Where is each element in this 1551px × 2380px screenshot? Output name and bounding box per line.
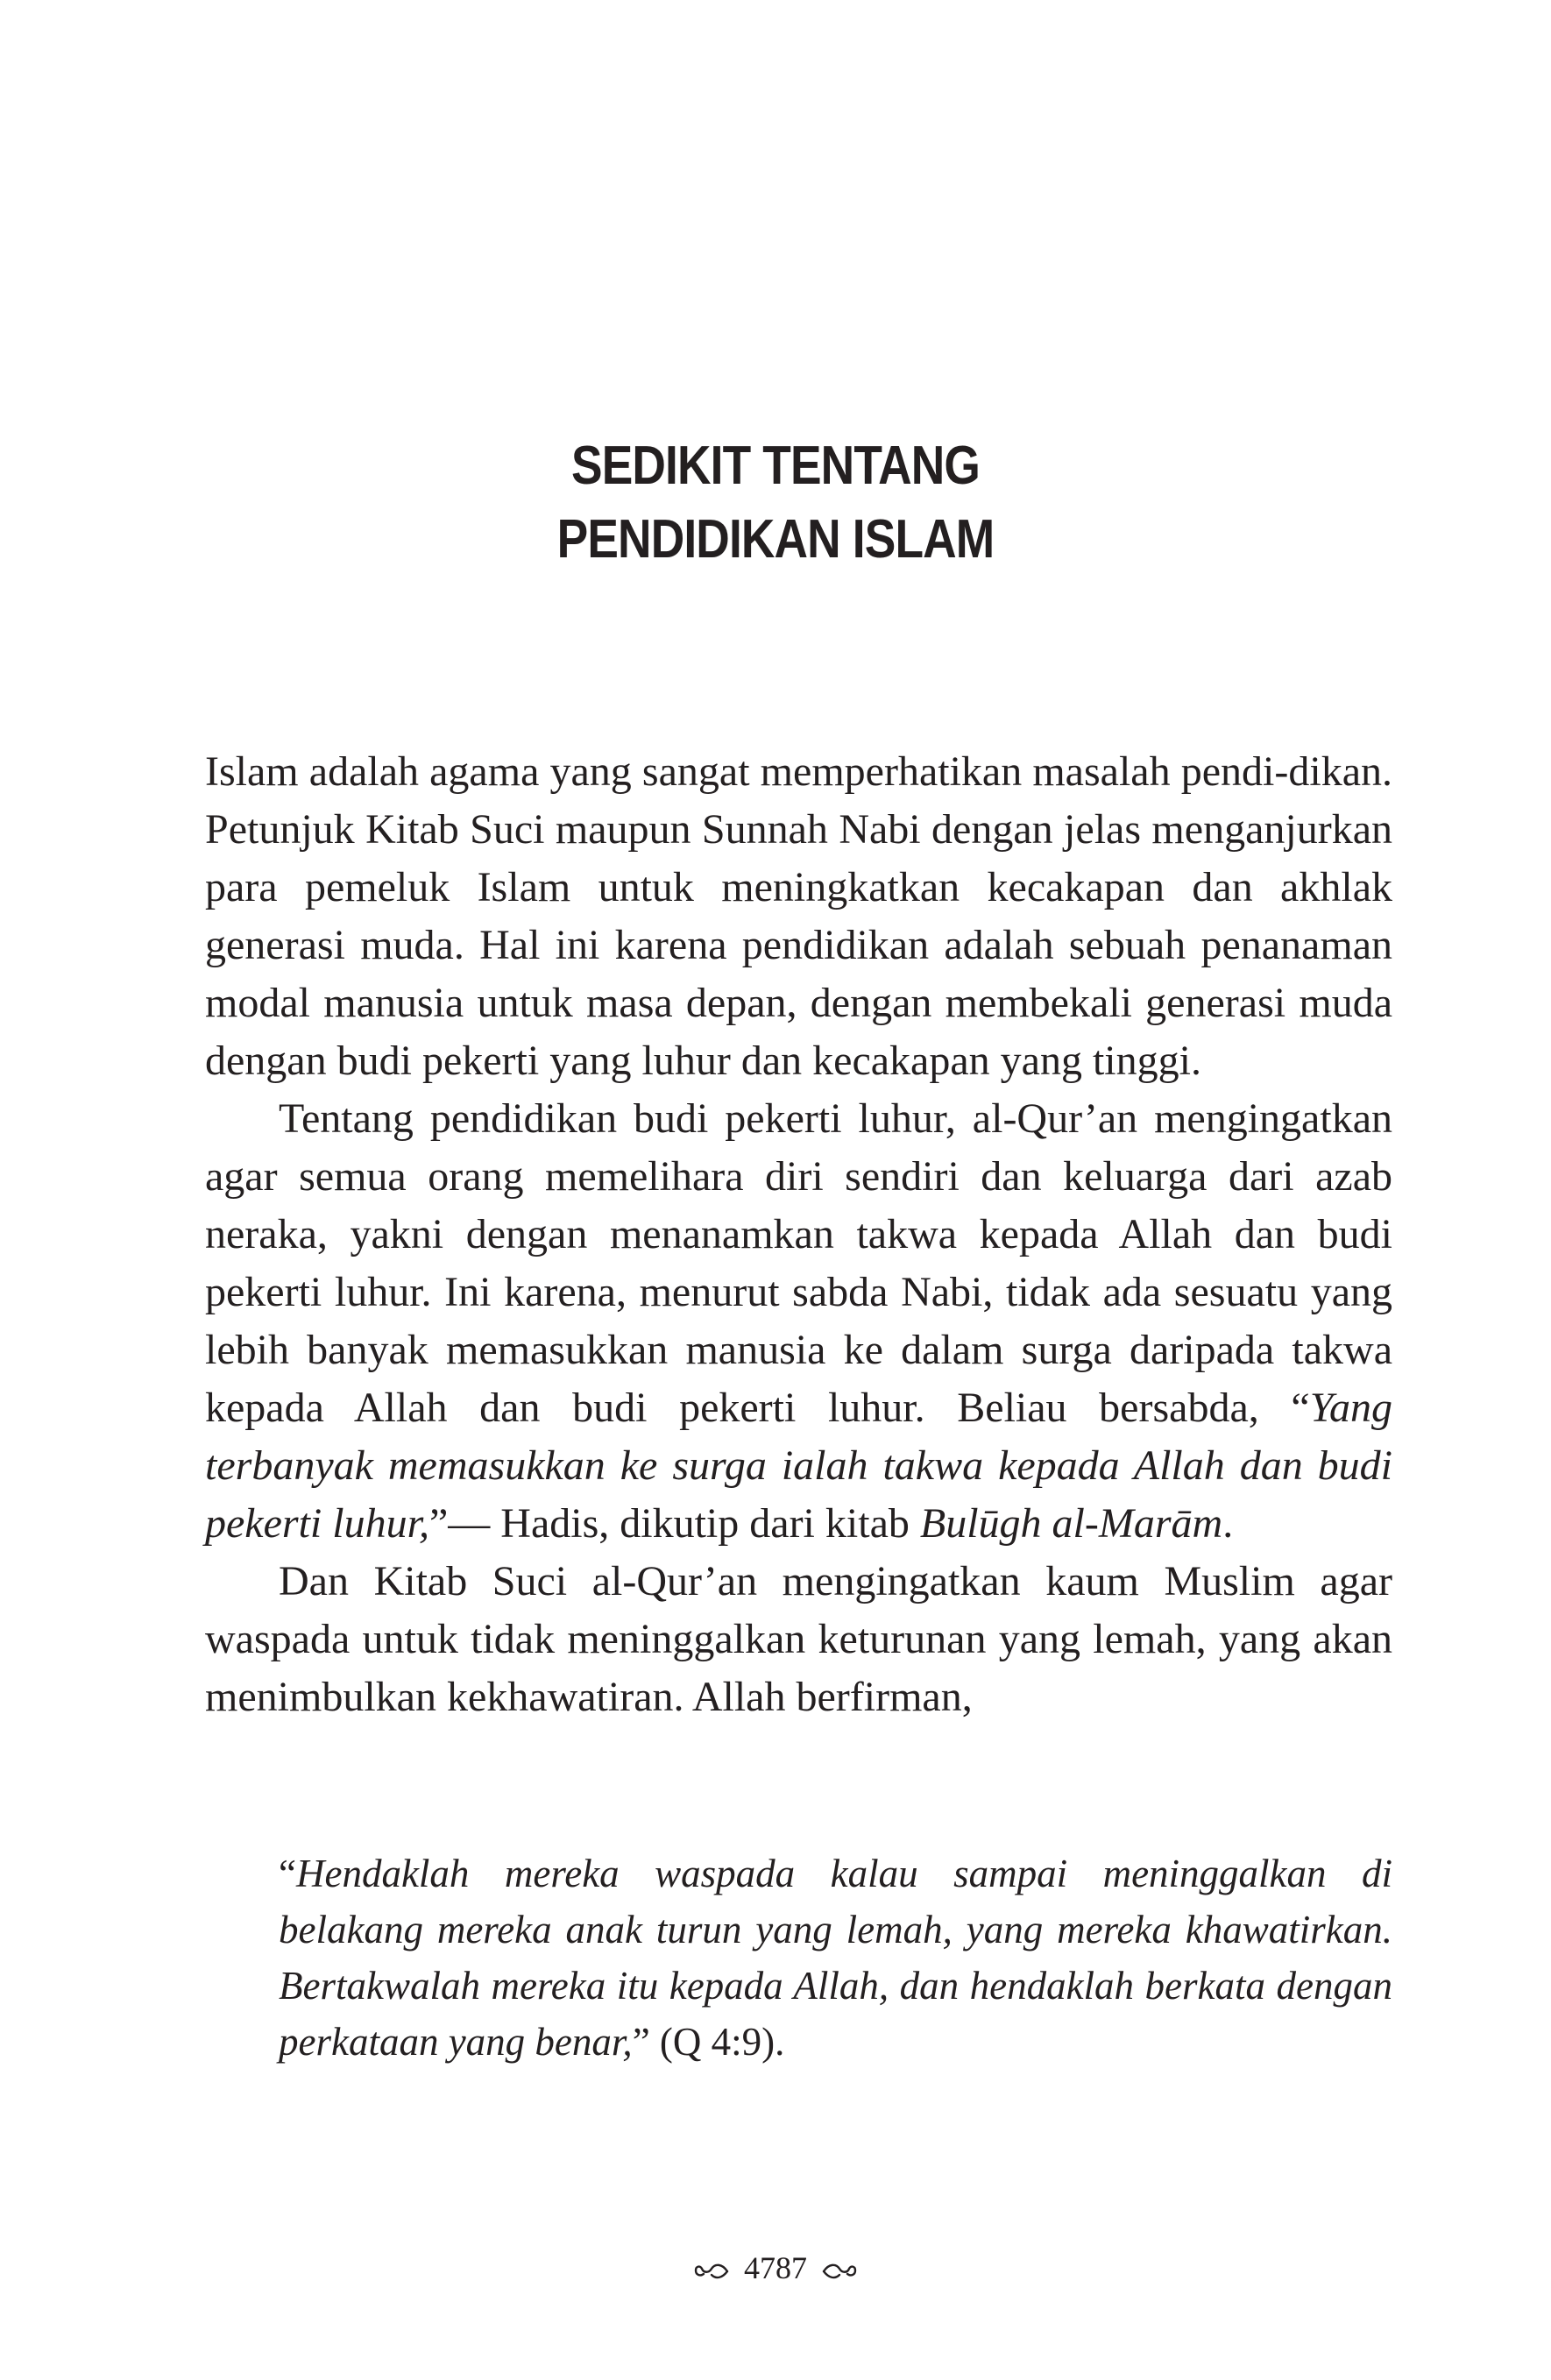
book-title: Bulūgh al-Marām <box>919 1500 1223 1547</box>
chapter-title-line-1: SEDIKIT TENTANG <box>570 436 980 496</box>
chapter-title <box>109 429 1442 577</box>
page-footer <box>0 2249 1551 2287</box>
block-quote-paragraph <box>279 1845 1392 2070</box>
chapter-title-line-2: PENDIDIKAN ISLAM <box>556 509 995 570</box>
body-text <box>205 743 1392 1726</box>
paragraph-2-text-before: Tentang pendidikan budi pekerti luhur, al-Qur’an mengingatkan agar semua orang memelihara diri sendiri dan keluarga dari azab neraka, yakni dengan menanamkan takwa kepada Allah dan budi pekerti luhur. Ini karena, menurut sabda Nabi, tidak ada sesuatu yang lebih banyak memasukkan manusia ke dalam surga daripada takwa kepada Allah dan budi pekerti luhur. Beliau bersabda, “ <box>205 1095 1392 1431</box>
quran-block-quote <box>279 1845 1392 2070</box>
quote-citation: ” (Q 4:9). <box>632 2020 785 2064</box>
paragraph-3: Dan Kitab Suci al-Qur’an mengingatkan kaum Muslim agar waspada untuk tidak meninggalkan keturunan yang lemah, yang akan menimbulkan kekhawatiran. Allah berfirman, <box>205 1558 1392 1720</box>
left-flourish-ornament-icon <box>692 2261 731 2282</box>
right-flourish-ornament-icon <box>820 2261 859 2282</box>
paragraph-2 <box>205 1090 1392 1553</box>
page-number: 4787 <box>744 2250 807 2285</box>
quote-open-mark: “ <box>279 1852 296 1895</box>
paragraph-2-text-middle: ”— Hadis, dikutip dari kitab <box>428 1500 920 1547</box>
paragraph-1: Islam adalah agama yang sangat memperhatikan masalah pendi-dikan. Petunjuk Kitab Suci maupun Sunnah Nabi dengan jelas menganjurkan para pemeluk Islam untuk meningkatkan kecakapan dan akhlak generasi muda. Hal ini karena pendidikan adalah sebuah penanaman modal manusia untuk masa depan, dengan membekali generasi muda dengan budi pekerti yang luhur dan kecakapan yang tinggi. <box>205 748 1392 1084</box>
quote-text: Hendaklah mereka waspada kalau sampai meninggalkan di belakang mereka anak turun yang lemah, yang mereka khawatirkan. Bertakwalah mereka itu kepada Allah, dan hendaklah berkata dengan perkataan yang benar, <box>279 1852 1392 2064</box>
paragraph-2-text-after: . <box>1222 1500 1234 1547</box>
hadith-quote: Yang terbanyak memasukkan ke surga ialah takwa kepada Allah dan budi pekerti luhur, <box>205 1385 1392 1547</box>
